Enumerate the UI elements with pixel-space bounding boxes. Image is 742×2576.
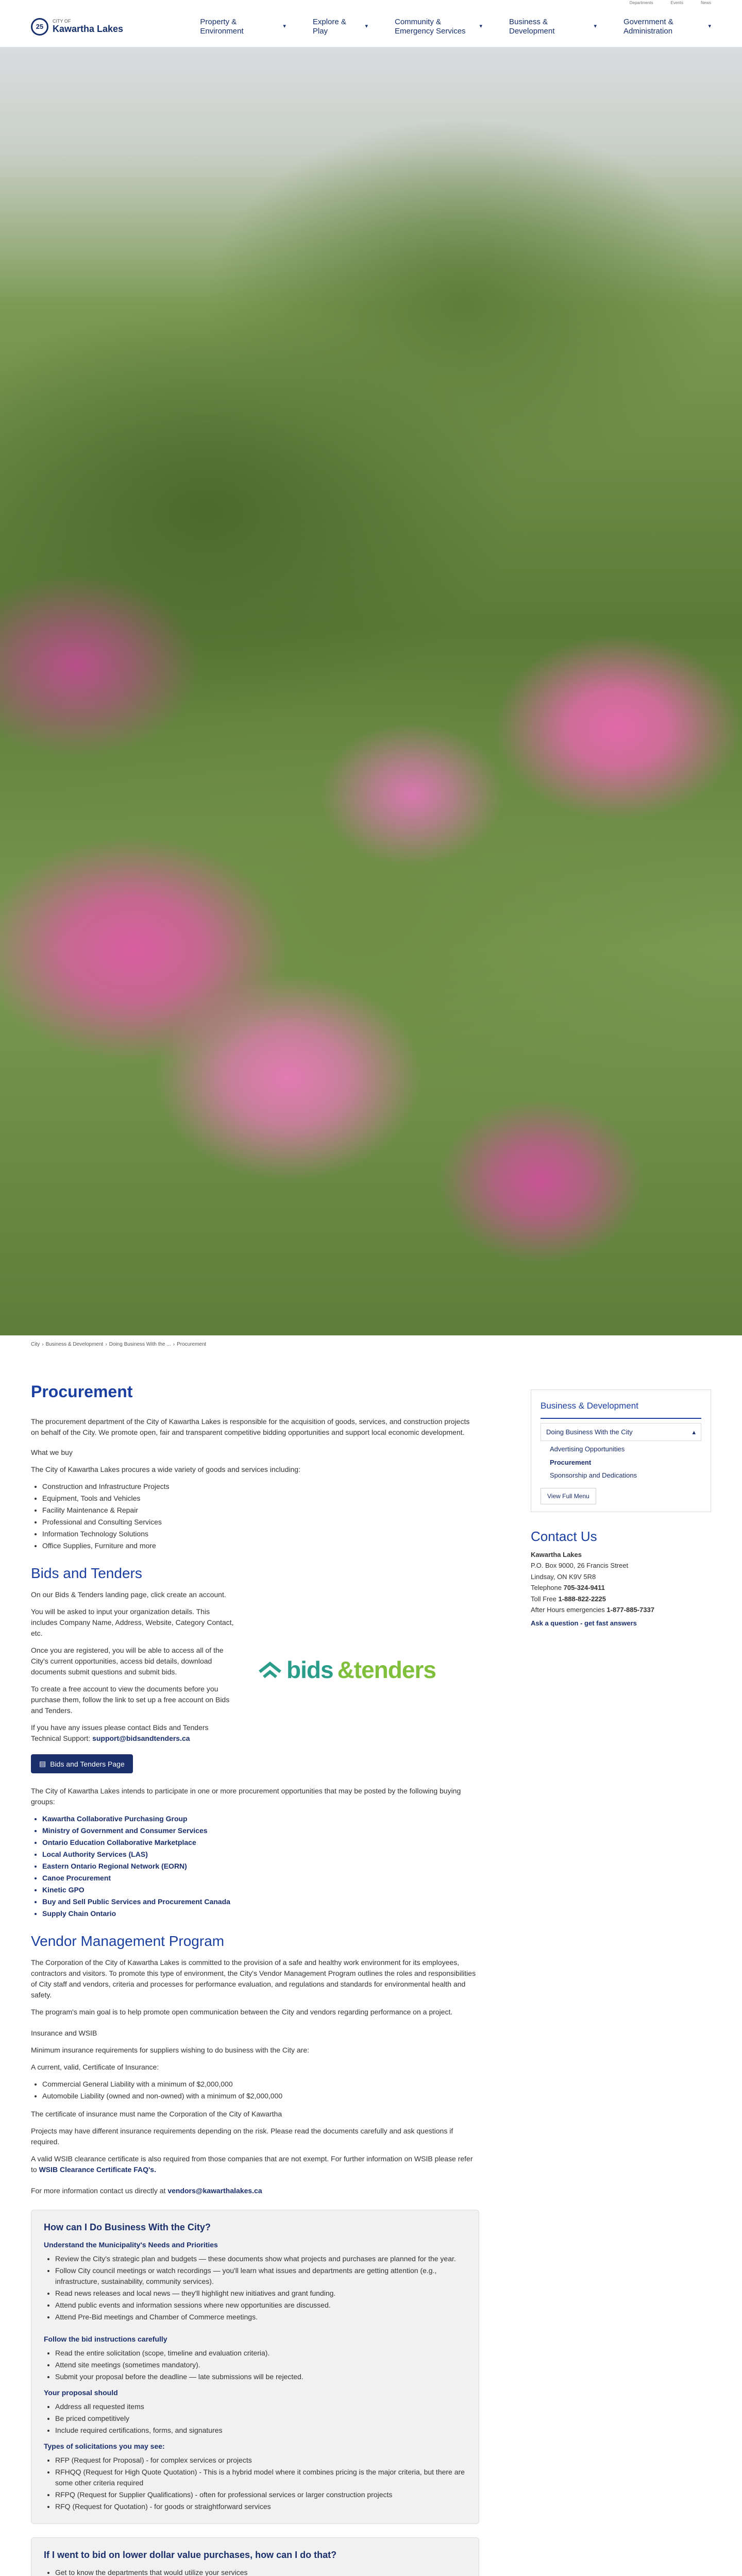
bids-support-label: Support: [63, 1734, 91, 1742]
bids-chevron-icon [258, 1660, 282, 1679]
accordion-list [44, 2455, 466, 2512]
bids-support-text: If you have any issues please contact Bids and Tenders Technical [31, 1723, 209, 1742]
buying-group-link[interactable]: • Local Authority Services (LAS) [42, 1849, 479, 1860]
site-logo[interactable] [31, 18, 159, 36]
chevron-down-icon: ▾ [708, 23, 711, 29]
accordion-list [44, 2401, 466, 2436]
list-item: • Follow City council meetings or watch recordings — you'll learn what issues and departments are getting attention (e.g., infrastructure, sustainability, community services). [55, 2265, 466, 2287]
bids-paragraph: On our Bids & Tenders landing page, click create an account. [31, 1590, 226, 1599]
logo-mark-icon: 25 [31, 18, 48, 36]
nav-label: Community & Emergency Services [395, 17, 466, 36]
accordion-subhead: Understand the Municipality's Needs and Priorities [44, 2241, 218, 2249]
list-item: • Facility Maintenance & Repair [42, 1505, 479, 1516]
section-menu-heading[interactable]: Business & Development [541, 1399, 701, 1419]
accordion-list [44, 2253, 466, 2323]
bids-paragraph [31, 1722, 237, 1744]
what-we-buy-list [31, 1481, 479, 1551]
vendor-paragraph [31, 2154, 479, 2175]
contact-org: Kawartha Lakes [531, 1550, 582, 1558]
sidebar-contact [531, 1527, 711, 1629]
list-item: • RFPQ (Request for Supplier Qualifications) - often for professional services or larger construction projects [55, 2489, 466, 2500]
what-we-buy-heading: What we buy [31, 1448, 73, 1456]
breadcrumb [0, 1335, 742, 1353]
buying-group-link[interactable]: • Buy and Sell Public Services and Procurement Canada [42, 1896, 479, 1907]
accordion-lower-dollar[interactable] [31, 2537, 479, 2576]
chevron-down-icon: ▾ [594, 23, 597, 29]
list-item: • Read the entire solicitation (scope, timeline and evaluation criteria). [55, 2348, 466, 2359]
afterhours-label: After Hours emergencies [531, 1606, 605, 1614]
utility-link-news[interactable]: News [700, 1, 711, 5]
bids-logo-part2: &tenders [337, 1656, 436, 1683]
chevron-down-icon: ▾ [283, 23, 286, 29]
vendor-contact-text: For more information contact us directly at [31, 2187, 166, 2195]
bids-and-tenders-button[interactable] [31, 1754, 133, 1773]
bids-heading: Bids and Tenders [31, 1565, 142, 1581]
nav-property-environment[interactable] [200, 18, 285, 36]
site-header [0, 6, 742, 47]
sidebar-item-sponsorship[interactable]: Sponsorship and Dedications [550, 1471, 637, 1479]
utility-bar [0, 0, 742, 6]
bids-paragraph: To create a free account to view the documents before you purchase them, follow the link to set up a free account on Bids and Tenders. [31, 1685, 230, 1715]
bids-support-email-link[interactable]: support@bidsandtenders.ca [92, 1734, 190, 1742]
nav-label: Business & Development [509, 17, 555, 36]
wsib-faq-link[interactable]: WSIB Clearance Certificate FAQ's. [39, 2165, 156, 2174]
list-item: • Get to know the departments that would utilize your services [55, 2567, 466, 2576]
accordion-subhead: Follow the bid instructions carefully [44, 2335, 167, 2343]
buying-group-link[interactable]: • Kawartha Collaborative Purchasing Group [42, 1814, 479, 1824]
sidebar-item-advertising[interactable]: Advertising Opportunities [550, 1445, 625, 1453]
list-item: • Read news releases and local news — they'll highlight new initiatives and grant funding. [55, 2288, 466, 2299]
accordion-title[interactable]: If I went to bid on lower dollar value purchases, how can I do that? [44, 2550, 337, 2560]
main-content [31, 1379, 479, 2576]
accordion-list [44, 2348, 466, 2382]
view-full-menu-button[interactable]: View Full Menu [541, 1488, 596, 1504]
bids-button-label: Bids and Tenders Page [50, 1759, 125, 1768]
utility-link-events[interactable]: Events [670, 1, 683, 5]
list-item: • RFP (Request for Proposal) - for complex services or projects [55, 2455, 466, 2466]
bids-section [31, 1589, 479, 1750]
list-item: • Automobile Liability (owned and non-owned) with a minimum of $2,000,000 [42, 2091, 479, 2102]
list-item: • Professional and Consulting Services [42, 1517, 479, 1528]
bids-text [31, 1589, 237, 1750]
list-item: • Attend Pre-Bid meetings and Chamber of Commerce meetings. [55, 2312, 466, 2323]
contact-heading: Contact Us [531, 1528, 597, 1544]
insurance-heading: Insurance and WSIB [31, 2029, 97, 2037]
page-body [0, 1353, 742, 2576]
page-title: Procurement [31, 1382, 133, 1401]
vendor-contact [31, 2185, 479, 2196]
main-nav [200, 18, 711, 36]
chevron-down-icon: ▾ [479, 23, 482, 29]
sidebar [531, 1379, 711, 2576]
breadcrumb-item[interactable]: City [31, 1342, 40, 1347]
bids-paragraph: You will be asked to input your organization details. This includes Company Name, Address, Website, Category Contact, etc. [31, 1607, 234, 1637]
list-item: • Review the City's strategic plan and budgets — these documents show what projects and purchases are planned for the year. [55, 2253, 466, 2264]
buying-group-link[interactable]: • Canoe Procurement [42, 1873, 479, 1884]
accordion-do-business[interactable] [31, 2210, 479, 2524]
sidebar-item-doing-business[interactable] [541, 1423, 701, 1442]
nav-label: Government & Administration [623, 17, 673, 36]
section-menu [531, 1389, 711, 1512]
breadcrumb-item[interactable]: Doing Business With the ... [109, 1342, 171, 1347]
list-item: • RFQ (Request for Quotation) - for goods or straightforward services [55, 2501, 466, 2512]
breadcrumb-current: Procurement [177, 1342, 207, 1347]
bids-and-tenders-logo [258, 1652, 436, 1688]
contact-tollfree-row [531, 1594, 711, 1604]
vendor-heading: Vendor Management Program [31, 1933, 225, 1949]
telephone-label: Telephone [531, 1584, 562, 1591]
vendor-email-link[interactable]: vendors@kawarthalakes.ca [167, 2187, 262, 2195]
utility-link-departments[interactable]: Departments [629, 1, 653, 5]
nav-community-emergency[interactable] [395, 18, 482, 36]
chevron-down-icon: ▾ [365, 23, 368, 29]
ask-question-link[interactable]: Ask a question - get fast answers [531, 1619, 637, 1627]
buying-groups-list [31, 1814, 479, 1919]
tollfree-label: Toll Free [531, 1595, 556, 1603]
list-item: • Be priced competitively [55, 2413, 466, 2424]
breadcrumb-separator: › [42, 1342, 44, 1347]
buying-group-link[interactable]: • Kinetic GPO [42, 1885, 479, 1895]
accordion-title[interactable]: How can I Do Business With the City? [44, 2222, 211, 2232]
list-item: • Submit your proposal before the deadline — late submissions will be rejected. [55, 2371, 466, 2382]
vendor-paragraph: The program's main goal is to help promote open communication between the City and vendors regarding performance on a project. [31, 2008, 453, 2016]
list-item: • Information Technology Solutions [42, 1529, 479, 1539]
accordion-subhead: Your proposal should [44, 2388, 118, 2397]
list-item: • Attend site meetings (sometimes mandatory). [55, 2360, 466, 2370]
wsib-text: A valid WSIB clearance certificate is also required from those companies that are not exempt. For further information on WSIB please refer to [31, 2155, 473, 2174]
list-item: • Construction and Infrastructure Projects [42, 1481, 479, 1492]
vendor-paragraph: The Corporation of the City of Kawartha Lakes is committed to the provision of a safe and healthy work environment for its employees, contractors and visitors. To promote this type of environment, the City's Vendor Management Program outlines the roles and responsibilities of City staff and vendors, criteria and processes for performance evaluation, and regulations and standards for environmental health and safety. [31, 1958, 476, 1999]
afterhours-link[interactable]: 1-877-885-7337 [606, 1606, 654, 1614]
bids-paragraph: Once you are registered, you will be able to access all of the City's current opportunities, access bid details, download documents submit questions and submit bids. [31, 1646, 224, 1676]
nav-explore-play[interactable] [313, 18, 368, 36]
buying-group-link[interactable]: • Supply Chain Ontario [42, 1908, 479, 1919]
accordion-list [44, 2567, 466, 2576]
buying-group-link[interactable]: • Ontario Education Collaborative Marketplace [42, 1837, 479, 1848]
chevron-up-icon: ▴ [692, 1428, 696, 1436]
breadcrumb-separator: › [173, 1342, 175, 1347]
nav-government-administration[interactable] [623, 18, 711, 36]
breadcrumb-item[interactable]: Business & Development [45, 1342, 104, 1347]
vendor-paragraph: The certificate of insurance must name the Corporation of the City of Kawartha [31, 2110, 282, 2118]
document-icon: ▤ [39, 1759, 46, 1768]
list-item: • Attend public events and information sessions where new opportunities are discussed. [55, 2300, 466, 2311]
insurance-text: Minimum insurance requirements for suppliers wishing to do business with the City are: [31, 2046, 310, 2054]
list-item: • Commercial General Liability with a minimum of $2,000,000 [42, 2079, 479, 2090]
sidebar-item-procurement[interactable]: Procurement [550, 1458, 592, 1466]
list-item: • Include required certifications, forms, and signatures [55, 2425, 466, 2436]
nav-business-development[interactable] [509, 18, 597, 36]
groups-text: The City of Kawartha Lakes intends to participate in one or more procurement opportunities that may be posted by the following buying groups: [31, 1787, 461, 1806]
telephone-link[interactable]: 705-324-9411 [563, 1584, 605, 1591]
list-item: • RFHQQ (Request for High Quote Quotation) - This is a hybrid model where it combines pricing is the major criteria, but there are some other criteria required [55, 2467, 466, 2488]
nav-label: Property & Environment [200, 17, 244, 36]
buying-group-link[interactable]: • Eastern Ontario Regional Network (EORN) [42, 1861, 479, 1872]
accordion-subhead: Types of solicitations you may see: [44, 2442, 165, 2450]
hero-image [0, 47, 742, 1335]
contact-afterhours-row [531, 1605, 711, 1615]
contact-address-2: Lindsay, ON K9V 5R8 [531, 1572, 596, 1581]
list-item: • Equipment, Tools and Vehicles [42, 1493, 479, 1504]
vendor-paragraph: Projects may have different insurance requirements depending on the risk. Please read the documents carefully and ask questions if required. [31, 2127, 453, 2146]
list-item: • Office Supplies, Furniture and more [42, 1540, 479, 1551]
contact-telephone-row [531, 1583, 711, 1593]
logo-tagline: CITY OF [53, 18, 71, 24]
sidebar-item-label: Doing Business With the City [546, 1428, 633, 1436]
breadcrumb-separator: › [105, 1342, 107, 1347]
certificate-text: A current, valid, Certificate of Insurance: [31, 2063, 159, 2071]
intro-text: The procurement department of the City of Kawartha Lakes is responsible for the acquisition of goods, services, and construction projects on behalf of the City. We promote open, fair and transparent competitive bidding opportunities and support local economic development. [31, 1417, 470, 1436]
nav-label: Explore & Play [312, 17, 346, 36]
tollfree-link[interactable]: 1-888-822-2225 [558, 1595, 606, 1603]
logo-name: Kawartha Lakes [53, 23, 124, 34]
buying-group-link[interactable]: • Ministry of Government and Consumer Services [42, 1825, 479, 1836]
bids-logo-part1: bids [286, 1656, 333, 1683]
contact-address-1: P.O. Box 9000, 26 Francis Street [531, 1562, 629, 1569]
insurance-list [31, 2079, 479, 2102]
what-we-buy-text: The City of Kawartha Lakes procures a wide variety of goods and services including: [31, 1465, 300, 1473]
list-item: • Address all requested items [55, 2401, 466, 2412]
